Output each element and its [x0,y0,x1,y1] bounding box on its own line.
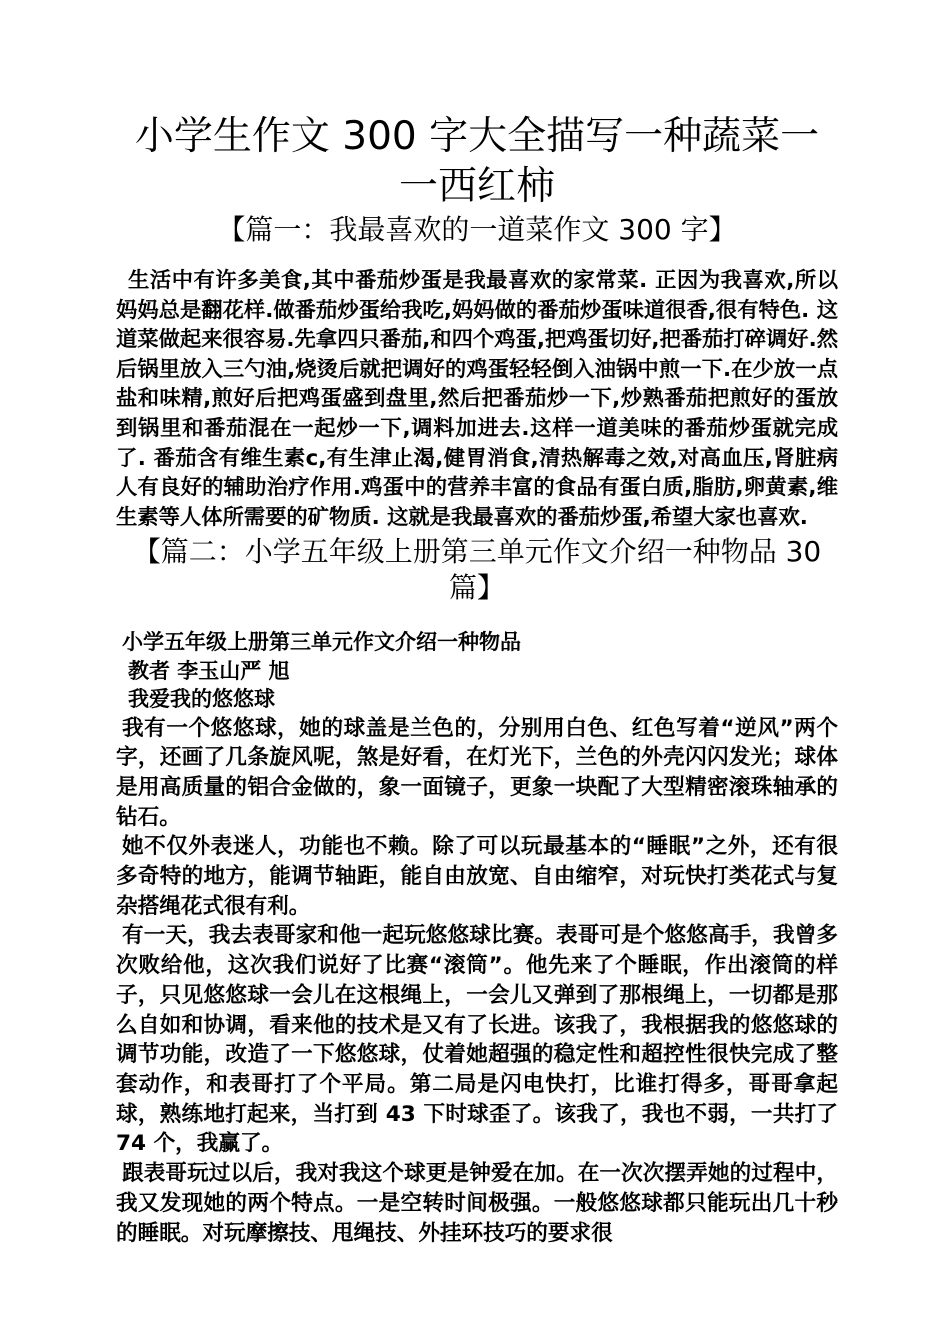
section2-body [116,628,838,1248]
section1-heading: 【篇一：我最喜欢的一道菜作文 300 字】 [217,213,737,246]
essay-paragraph: 有一天，我去表哥家和他一起玩悠悠球比赛。表哥可是个悠悠高手，我曾多次败给他，这次我们说好了比赛“滚筒”。他先来了个睡眠，作出滚筒的样子，只见悠悠球一会儿在这根绳上，一会儿又弹到了那根绳上，一切都是那么自如和协调，看来他的技术是又有了长进。该我了，我根据我的悠悠球的调节功能，改造了一下悠悠球，仗着她超强的稳定性和超控性很快完成了整套动作，和表哥打了个平局。第二局是闪电快打，比谁打得多，哥哥拿起球，熟练地打起来，当打到 43 下时球歪了。该我了，我也不弱，一共打了 74 个，我赢了。 [116,923,838,1157]
section2-author: 教者 李玉山严 旭 [128,658,290,683]
section1-paragraph: 生活中有许多美食,其中番茄炒蛋是我最喜欢的家常菜. 正因为我喜欢,所以妈妈总是翻花样.做番茄炒蛋给我吃,妈妈做的番茄炒蛋味道很香,很有特色. 这道菜做起来很容易.先拿四只番茄,和四个鸡蛋,把鸡蛋切好,把番茄打碎调好.然后锅里放入三勺油,烧烫后就把调好的鸡蛋轻轻倒入油锅中煎一下.在少放一点盐和味精,煎好后把鸡蛋盛到盘里,然后把番茄炒一下,炒熟番茄把煎好的蛋放到锅里和番茄混在一起炒一下,调料加进去.这样一道美味的番茄炒蛋就完成了. 番茄含有维生素c,有生津止渴,健胃消食,清热解毒之效,对高血压,肾脏病人有良好的辅助治疗作用.鸡蛋中的营养丰富的食品有蛋白质,脂肪,卵黄素,维生素等人体所需要的矿物质. 这就是我最喜欢的番茄炒蛋,希望大家也喜欢. [116,268,838,530]
essay-paragraph: 她不仅外表迷人，功能也不赖。除了可以玩最基本的“睡眠”之外，还有很多奇特的地方，能调节轴距，能自由放宽、自由缩窄，对玩快打类花式与复杂搭绳花式很有利。 [116,834,838,919]
essay-title: 我爱我的悠悠球 [128,687,275,712]
section2-heading: 【篇二：小学五年级上册第三单元作文介绍一种物品 30 篇】 [132,535,822,605]
document-title: 小学生作文 300 字大全描写一种蔬菜一一西红柿 [134,114,820,209]
essay-paragraph: 我有一个悠悠球，她的球盖是兰色的，分别用白色、红色写着“逆风”两个字，还画了几条旋风呢，煞是好看，在灯光下，兰色的外壳闪闪发光；球体是用高质量的铝合金做的，象一面镜子，更象一块配了大型精密滚珠轴承的钻石。 [116,715,838,830]
section2-subtitle: 小学五年级上册第三单元作文介绍一种物品 [122,630,521,655]
essay-paragraph: 跟表哥玩过以后，我对我这个球更是钟爱在加。在一次次摆弄她的过程中，我又发现她的两个特点。一是空转时间极强。一般悠悠球都只能玩出几十秒的睡眠。对玩摩擦技、甩绳技、外挂环技巧的要求很 [116,1161,838,1246]
document-page [116,112,838,1248]
